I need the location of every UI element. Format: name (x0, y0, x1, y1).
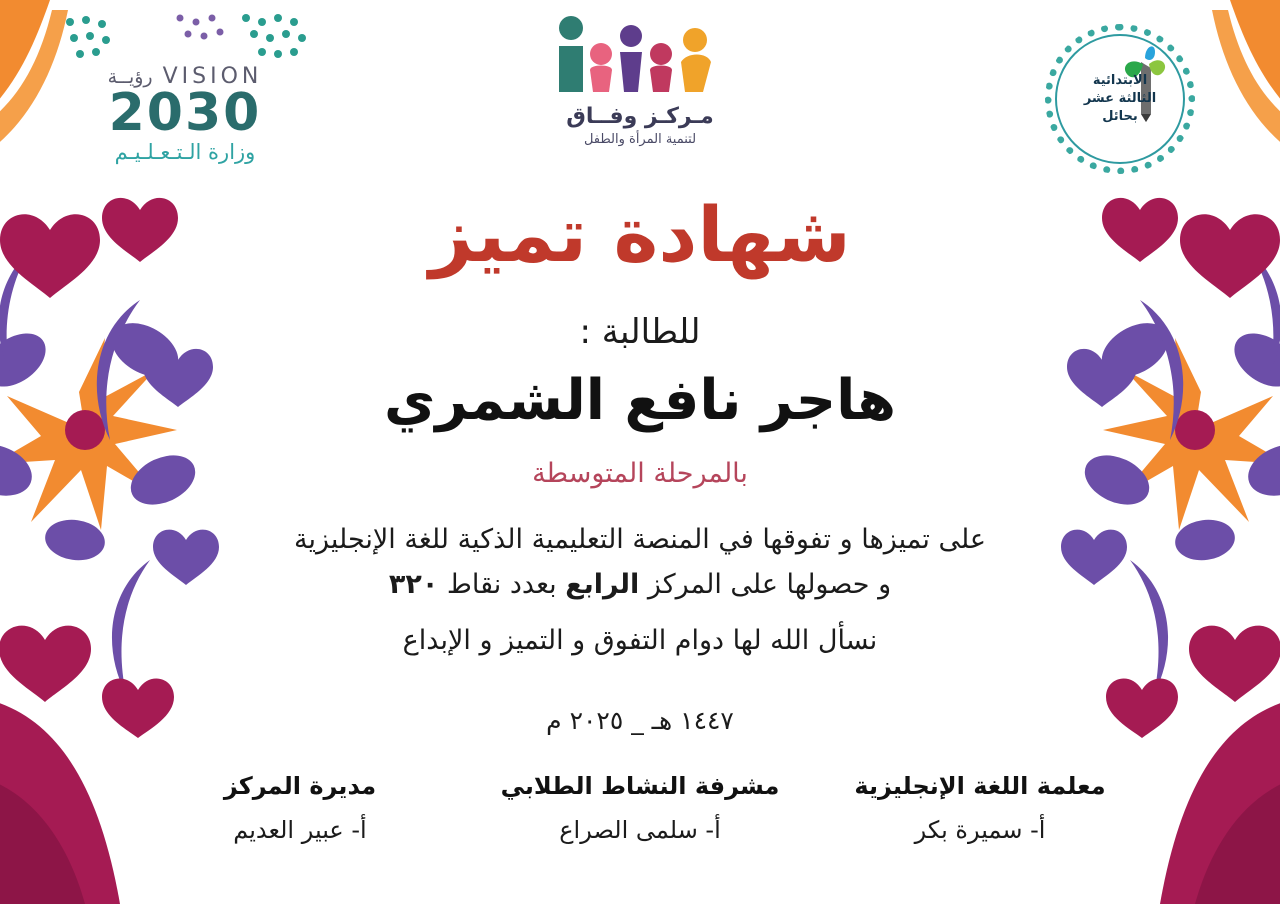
school-logo-line1: الابتدائية (1092, 72, 1148, 88)
rank-value: الرابع (565, 568, 640, 600)
certificate-date: ١٤٤٧ هـ _ ٢٠٢٥ م (546, 706, 734, 735)
signature-block (150, 772, 450, 844)
student-name: هاجر نافع الشمري (384, 368, 896, 433)
certificate-title: شهادة تميز (429, 190, 851, 279)
vision-year: 2030 (108, 83, 262, 143)
vision-ar-label: رؤيــة (107, 66, 153, 88)
achievement-line-2 (230, 563, 1050, 608)
points-value: ٣٢٠ (388, 568, 439, 600)
center-logo-name: مـركـز وفــاق (566, 104, 714, 129)
ministry-label: وزارة الـتـعـلـيـم (114, 140, 256, 165)
vision-2030-logo (60, 12, 310, 164)
center-logo-subtitle: لتنمية المرأة والطفل (583, 132, 697, 147)
center-logo (505, 14, 775, 147)
signature-role: معلمة اللغة الإنجليزية (854, 772, 1106, 800)
recipient-label: للطالبة : (579, 312, 701, 352)
school-logo-text (1045, 24, 1195, 174)
signature-block (830, 772, 1130, 844)
signature-role: مديرة المركز (223, 772, 377, 800)
signature-person: أ- عبير العديم (233, 816, 367, 844)
school-logo-line3: بحائل (1102, 109, 1138, 125)
achievement-line-1: على تميزها و تفوقها في المنصة التعليمية الذكية للغة الإنجليزية (293, 524, 987, 555)
wish-text: نسأل الله لها دوام التفوق و التميز و الإبداع (402, 625, 878, 656)
rank-prefix: و حصولها على المركز (647, 568, 892, 600)
achievement-text (230, 518, 1050, 607)
signatures-row (150, 772, 1130, 844)
vision-en-label: VISION (162, 64, 263, 89)
logos-row (0, 8, 1280, 178)
signature-role: مشرفة النشاط الطلابي (500, 772, 780, 800)
signature-person: أ- سميرة بكر (914, 816, 1046, 844)
people-group-icon (505, 14, 775, 100)
school-logo-line2: الثالثة عشر (1083, 90, 1157, 106)
signature-person: أ- سلمى الصراع (559, 816, 721, 844)
signature-block (490, 772, 790, 844)
points-label: بعدد نقاط (446, 568, 557, 600)
education-stage: بالمرحلة المتوسطة (532, 458, 748, 489)
vision-2030-dots-icon (60, 12, 310, 64)
school-logo (1045, 24, 1195, 174)
